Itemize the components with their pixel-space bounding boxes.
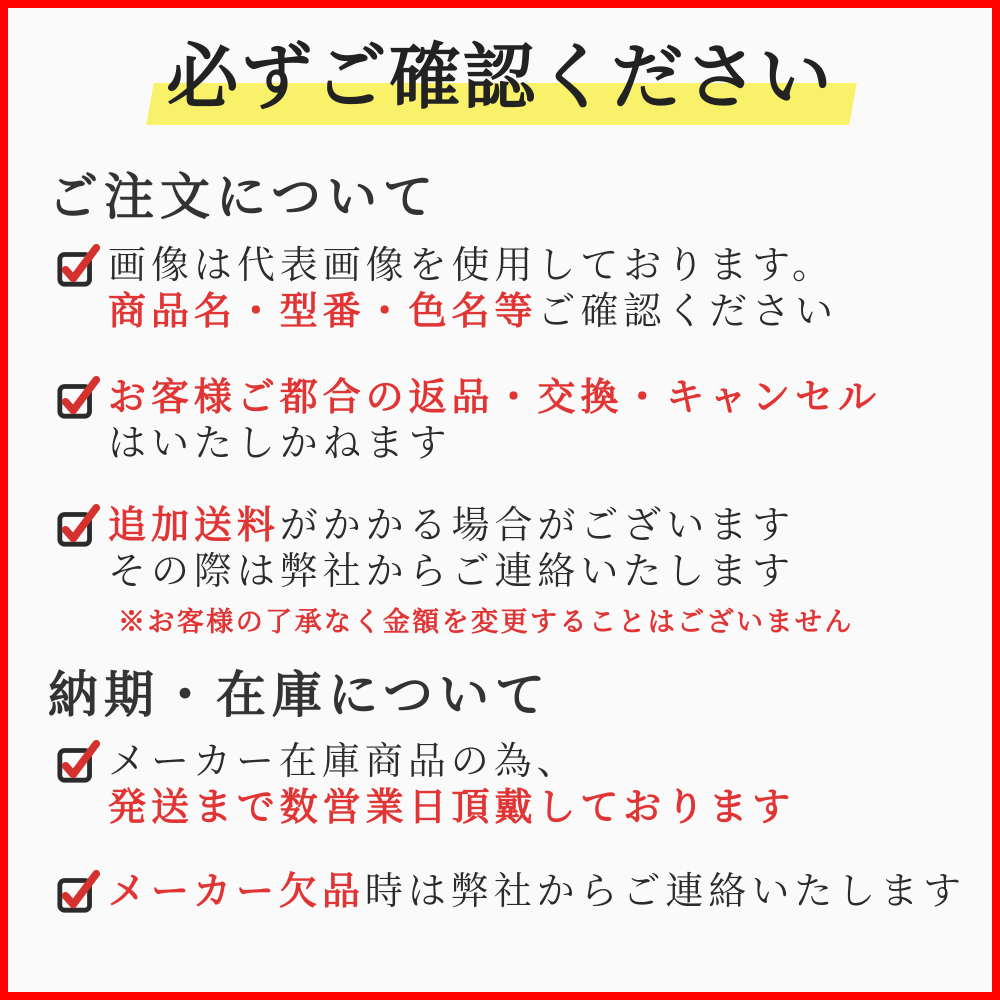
checked-checkbox-icon [56,867,102,915]
title-row [48,38,952,119]
section-heading-orders: ご注文について [48,168,439,225]
list-item [56,503,952,639]
text-segment: はいたしかねます [108,422,452,465]
text-segment-red: メーカー欠品 [108,870,365,913]
item-line [108,375,881,421]
text-segment: 時は弊社からご連絡いたします [364,870,967,913]
checked-checkbox-icon [56,373,102,421]
item-line [108,289,838,335]
text-segment-red: ※お客様の了承なく金額を変更することはございません [118,606,854,637]
section-heading-stock: 納期・在庫について [48,666,551,723]
text-segment: ご確認ください [537,290,838,333]
item-line [108,243,838,289]
text-segment-red: 商品名・型番・色名等 [108,290,538,333]
item-text [108,243,838,335]
text-segment: その際は弊社からご連絡いたします [108,550,796,593]
notice-content [8,38,992,915]
page-title: 必ずご確認ください [166,38,834,118]
list-item [56,869,967,915]
text-segment-red: 発送まで数営業日頂戴しております [108,786,796,829]
item-line [108,785,795,831]
list-item [56,739,952,831]
text-segment: がかかる場合がございます [279,504,796,547]
text-segment: メーカー在庫商品の為、 [108,740,580,783]
list-item [56,375,952,467]
list-item [56,243,952,335]
item-text [108,869,966,915]
text-segment-red: 追加送料 [108,504,280,547]
text-segment: 画像は代表画像を使用しております。 [108,244,835,287]
checked-checkbox-icon [56,501,102,549]
title-wrap [166,38,833,119]
item-line [108,869,966,915]
checked-checkbox-icon [56,241,102,289]
text-segment-red: お客様ご都合の返品・交換・キャンセル [108,376,881,419]
item-line [108,739,795,785]
item-line [108,549,854,595]
item-text [108,739,795,831]
checked-checkbox-icon [56,737,102,785]
item-text [108,503,854,639]
item-text [108,375,881,467]
item-line [108,503,854,549]
item-footnote [118,605,854,639]
item-line [108,421,881,467]
